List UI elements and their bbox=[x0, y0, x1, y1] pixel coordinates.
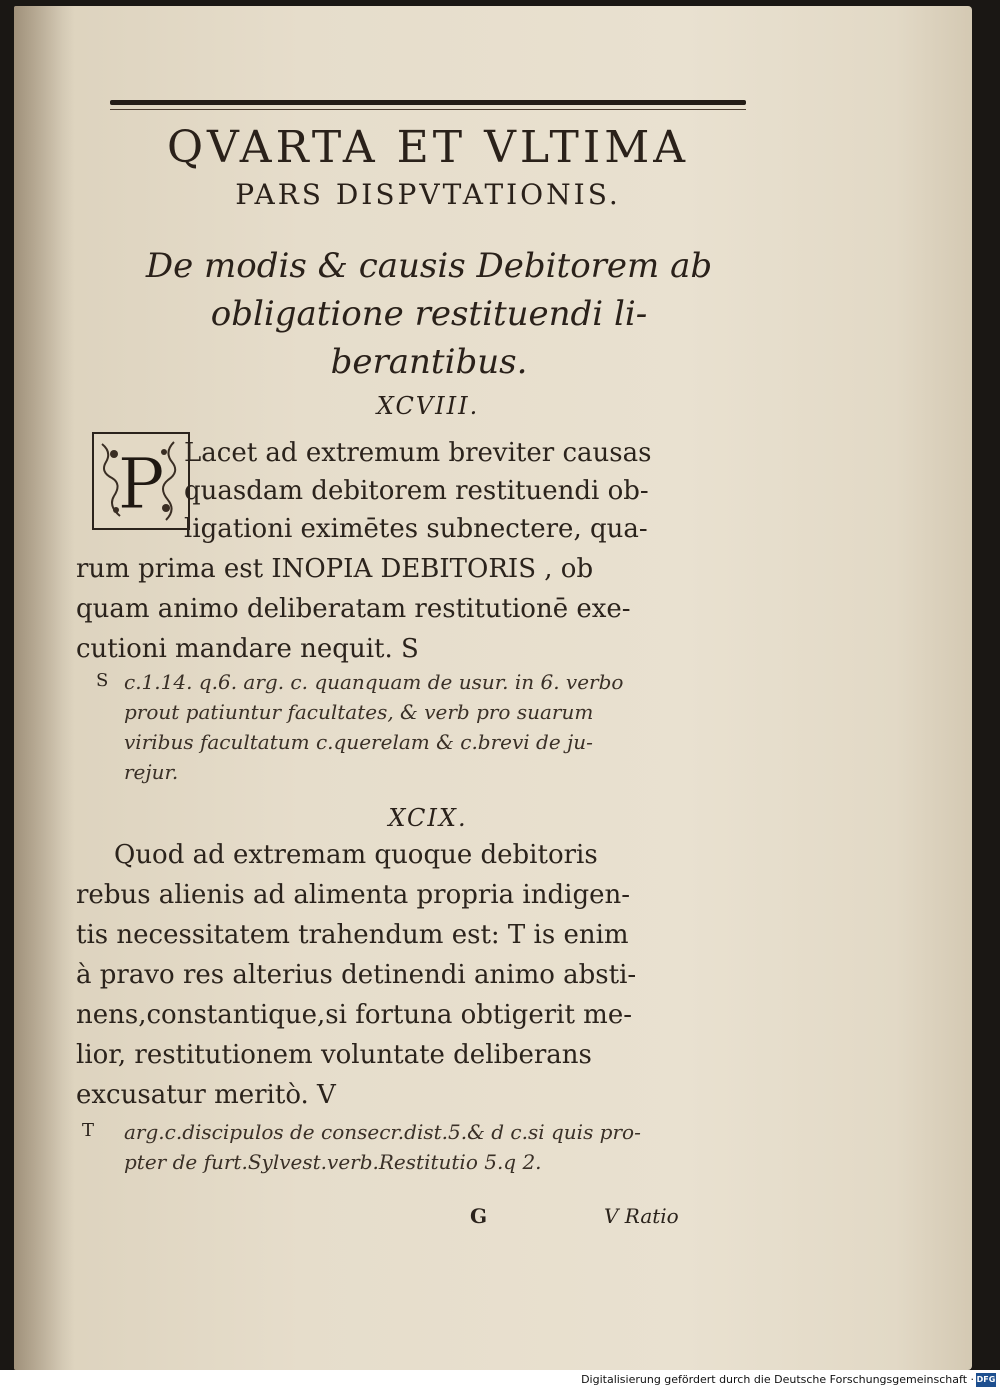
signature-mark: G bbox=[470, 1204, 488, 1228]
body-line: Lacet ad extremum breviter causas bbox=[184, 438, 652, 468]
note-line: prout patiuntur facultates, & verb pro suarum bbox=[124, 700, 594, 724]
note-line: rejur. bbox=[124, 760, 179, 784]
catchword: V Ratio bbox=[604, 1204, 679, 1228]
body-line: nens,constantique,si fortuna obtigerit me- bbox=[76, 1000, 632, 1030]
chapter-title-line-1: De modis & causis Debitorem ab bbox=[145, 246, 713, 286]
note-line: c.1.14. q.6. arg. c. quanquam de usur. in 6. verbo bbox=[124, 670, 624, 694]
body-line: rebus alienis ad alimenta propria indigen- bbox=[76, 880, 630, 910]
chapter-title-line-3: berantibus. bbox=[330, 342, 528, 382]
body-line: excusatur meritò. V bbox=[76, 1080, 336, 1110]
section-number-xcviii: XCVIII. bbox=[376, 392, 480, 420]
decorated-initial-p-icon bbox=[92, 432, 190, 530]
head-rule bbox=[110, 100, 746, 105]
body-line: Quod ad extremam quoque debitoris bbox=[114, 840, 598, 870]
note-marker: T bbox=[82, 1120, 95, 1141]
body-line: rum prima est INOPIA DEBITORIS , ob bbox=[76, 554, 594, 584]
body-line: à pravo res alterius detinendi animo absti- bbox=[76, 960, 637, 990]
chapter-title-line-2: obligatione restituendi li- bbox=[210, 294, 648, 334]
part-heading: QVARTA ET VLTIMA bbox=[166, 122, 690, 173]
note-marker: S bbox=[96, 670, 109, 691]
body-line: cutioni mandare nequit. S bbox=[76, 634, 419, 664]
note-line: arg.c.discipulos de consecr.dist.5.& d c.si quis pro- bbox=[124, 1120, 641, 1144]
body-line: lior, restitutionem voluntate deliberans bbox=[76, 1040, 592, 1070]
body-line: quam animo deliberatam restitutionē exe- bbox=[76, 594, 631, 624]
note-line: pter de furt.Sylvest.verb.Restitutio 5.q 2. bbox=[124, 1150, 542, 1174]
part-subheading: PARS DISPVTATIONIS. bbox=[235, 178, 621, 211]
body-line: tis necessitatem trahendum est: T is enim bbox=[76, 920, 629, 950]
digitization-credit: Digitalisierung gefördert durch die Deutsche Forschungsgemeinschaft · bbox=[581, 1373, 974, 1386]
gutter-shadow bbox=[14, 6, 74, 1370]
book-page bbox=[14, 6, 972, 1370]
section-number-xcix: XCIX. bbox=[388, 804, 468, 832]
dfg-logo-icon: DFG bbox=[976, 1373, 996, 1387]
body-line: ligationi eximētes subnectere, qua- bbox=[184, 514, 648, 544]
head-rule-thin bbox=[110, 109, 746, 110]
svg-text:P: P bbox=[117, 443, 165, 525]
body-line: quasdam debitorem restituendi ob- bbox=[184, 476, 649, 506]
note-line: viribus facultatum c.querelam & c.brevi de ju- bbox=[124, 730, 593, 754]
